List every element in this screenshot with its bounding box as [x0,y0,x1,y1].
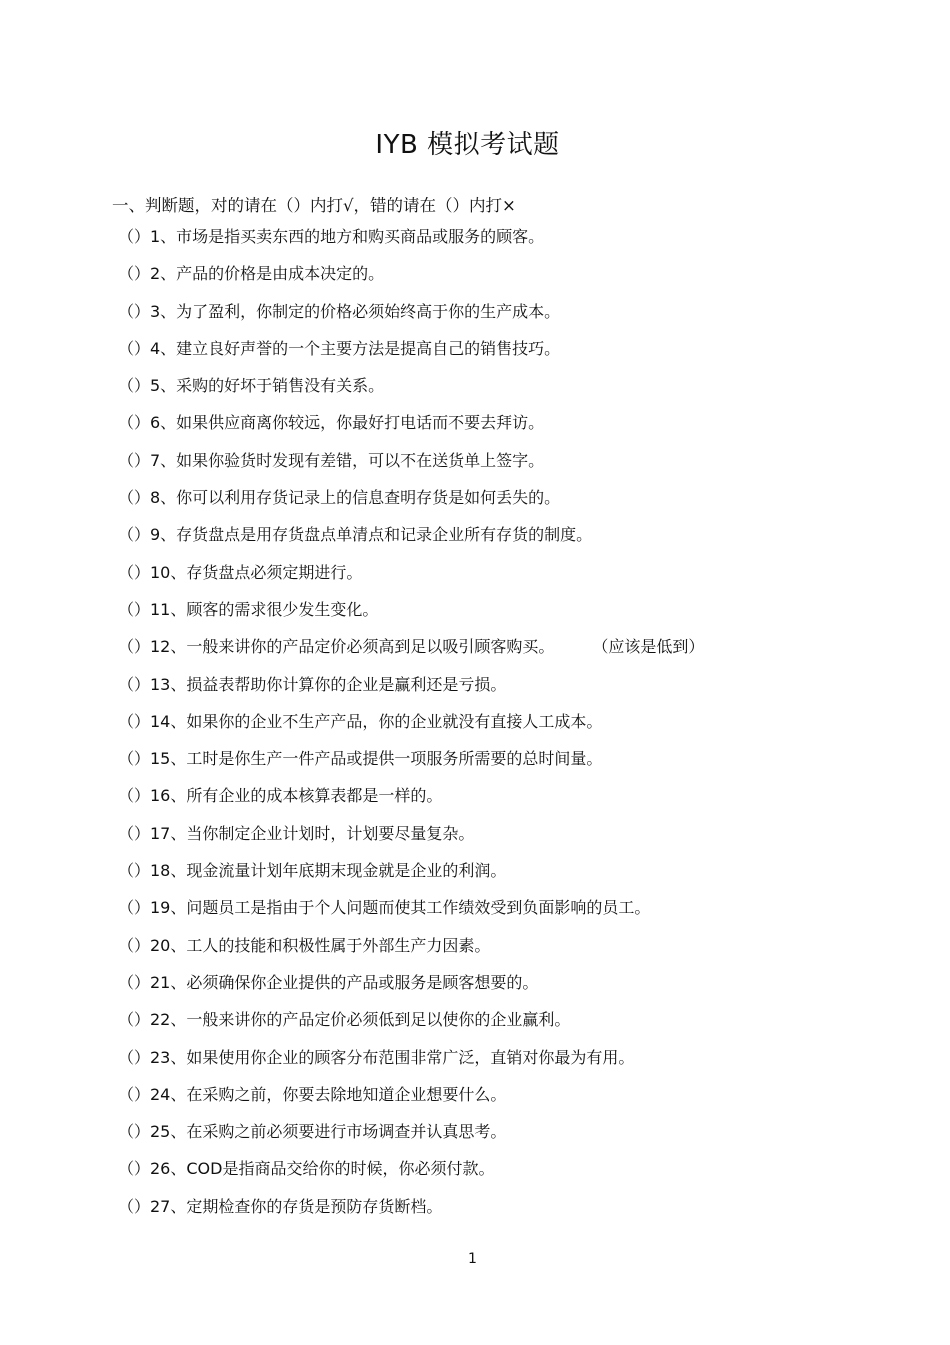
answer-blank: （） [118,1047,151,1067]
question-row [118,747,704,784]
question-list [118,225,704,1232]
question-text: 22、一般来讲你的产品定价必须低到足以使你的企业赢利。 [150,1010,571,1030]
question-row [118,1046,704,1083]
answer-blank: （） [118,972,151,992]
question-row [118,673,704,710]
question-row [118,449,704,486]
answer-blank: （） [118,301,151,321]
answer-blank: （） [118,786,151,806]
page-title: IYB 模拟考试题 [375,130,560,160]
question-text: 3、为了盈利，你制定的价格必须始终高于你的生产成本。 [150,301,561,321]
question-row [118,300,704,337]
question-text: 9、存货盘点是用存货盘点单清点和记录企业所有存货的制度。 [150,525,593,545]
question-text: 2、产品的价格是由成本决定的。 [150,264,385,284]
question-row [118,337,704,374]
answer-blank: （） [118,562,151,582]
question-text: 19、问题员工是指由于个人问题而使其工作绩效受到负面影响的员工。 [150,898,651,918]
question-row [118,710,704,747]
question-text: 26、COD是指商品交给你的时候，你必须付款。 [150,1159,495,1179]
question-row [118,225,704,262]
question-row [118,1157,704,1194]
question-text: 16、所有企业的成本核算表都是一样的。 [150,786,443,806]
answer-blank: （） [118,1122,151,1142]
answer-blank: （） [118,450,151,470]
question-row [118,411,704,448]
question-row [118,561,704,598]
answer-blank: （） [118,749,151,769]
question-text: 4、建立良好声誉的一个主要方法是提高自己的销售技巧。 [150,338,561,358]
question-row [118,635,704,672]
answer-blank: （） [118,599,151,619]
question-text: 24、在采购之前，你要去除地知道企业想要什么。 [150,1084,507,1104]
question-text: 8、你可以利用存货记录上的信息查明存货是如何丢失的。 [150,488,561,508]
answer-blank: （） [118,525,151,545]
question-row [118,1120,704,1157]
question-text: 1、市场是指买卖东西的地方和购买商品或服务的顾客。 [150,227,545,246]
question-row [118,486,704,523]
question-row [118,859,704,896]
answer-blank: （） [118,823,151,843]
question-row [118,971,704,1008]
question-row [118,896,704,933]
question-text: 11、顾客的需求很少发生变化。 [150,599,379,619]
question-text: 14、如果你的企业不生产产品，你的企业就没有直接人工成本。 [150,711,603,731]
question-row [118,523,704,560]
answer-blank: （） [118,1159,151,1179]
answer-blank: （） [118,376,151,396]
answer-blank: （） [118,264,151,284]
question-text: 20、工人的技能和积极性属于外部生产力因素。 [150,935,491,955]
question-text: 21、必须确保你企业提供的产品或服务是顾客想要的。 [150,972,539,992]
answer-blank: （） [118,1010,151,1030]
question-row [118,1195,704,1232]
question-row [118,262,704,299]
question-row [118,1008,704,1045]
page-number: 1 [468,1251,477,1267]
question-text: 10、存货盘点必须定期进行。 [150,562,363,582]
question-text: 5、采购的好坏于销售没有关系。 [150,376,385,396]
question-row [118,1083,704,1120]
answer-blank: （） [118,1084,151,1104]
question-row [118,784,704,821]
question-text: 27、定期检查你的存货是预防存货断档。 [150,1196,443,1216]
question-row [118,374,704,411]
answer-blank: （） [118,674,151,694]
question-row [118,934,704,971]
answer-blank: （） [118,488,151,508]
question-row [118,598,704,635]
question-text: 17、当你制定企业计划时，计划要尽量复杂。 [150,823,475,843]
question-text: 25、在采购之前必须要进行市场调查并认真思考。 [150,1122,507,1142]
answer-blank: （） [118,861,151,881]
answer-blank: （） [118,935,151,955]
question-text: 23、如果使用你企业的顾客分布范围非常广泛，直销对你最为有用。 [150,1047,635,1067]
section-heading: 一、判断题，对的请在（）内打√，错的请在（）内打× [112,196,516,215]
answer-blank: （） [118,637,151,657]
question-text: 18、现金流量计划年底期末现金就是企业的利润。 [150,861,507,881]
answer-blank: （） [118,338,151,358]
question-text: 15、工时是你生产一件产品或提供一项服务所需要的总时间量。 [150,749,603,769]
answer-blank: （） [118,227,151,246]
answer-blank: （） [118,1196,151,1216]
question-text: 7、如果你验货时发现有差错，可以不在送货单上签字。 [150,450,545,470]
question-text: 13、损益表帮助你计算你的企业是赢利还是亏损。 [150,674,507,694]
answer-blank: （） [118,898,151,918]
question-text: 12、一般来讲你的产品定价必须高到足以吸引顾客购买。 [150,637,555,657]
answer-blank: （） [118,413,151,433]
question-note: （应该是低到） [592,637,705,657]
question-text: 6、如果供应商离你较远，你最好打电话而不要去拜访。 [150,413,545,433]
question-row [118,822,704,859]
answer-blank: （） [118,711,151,731]
